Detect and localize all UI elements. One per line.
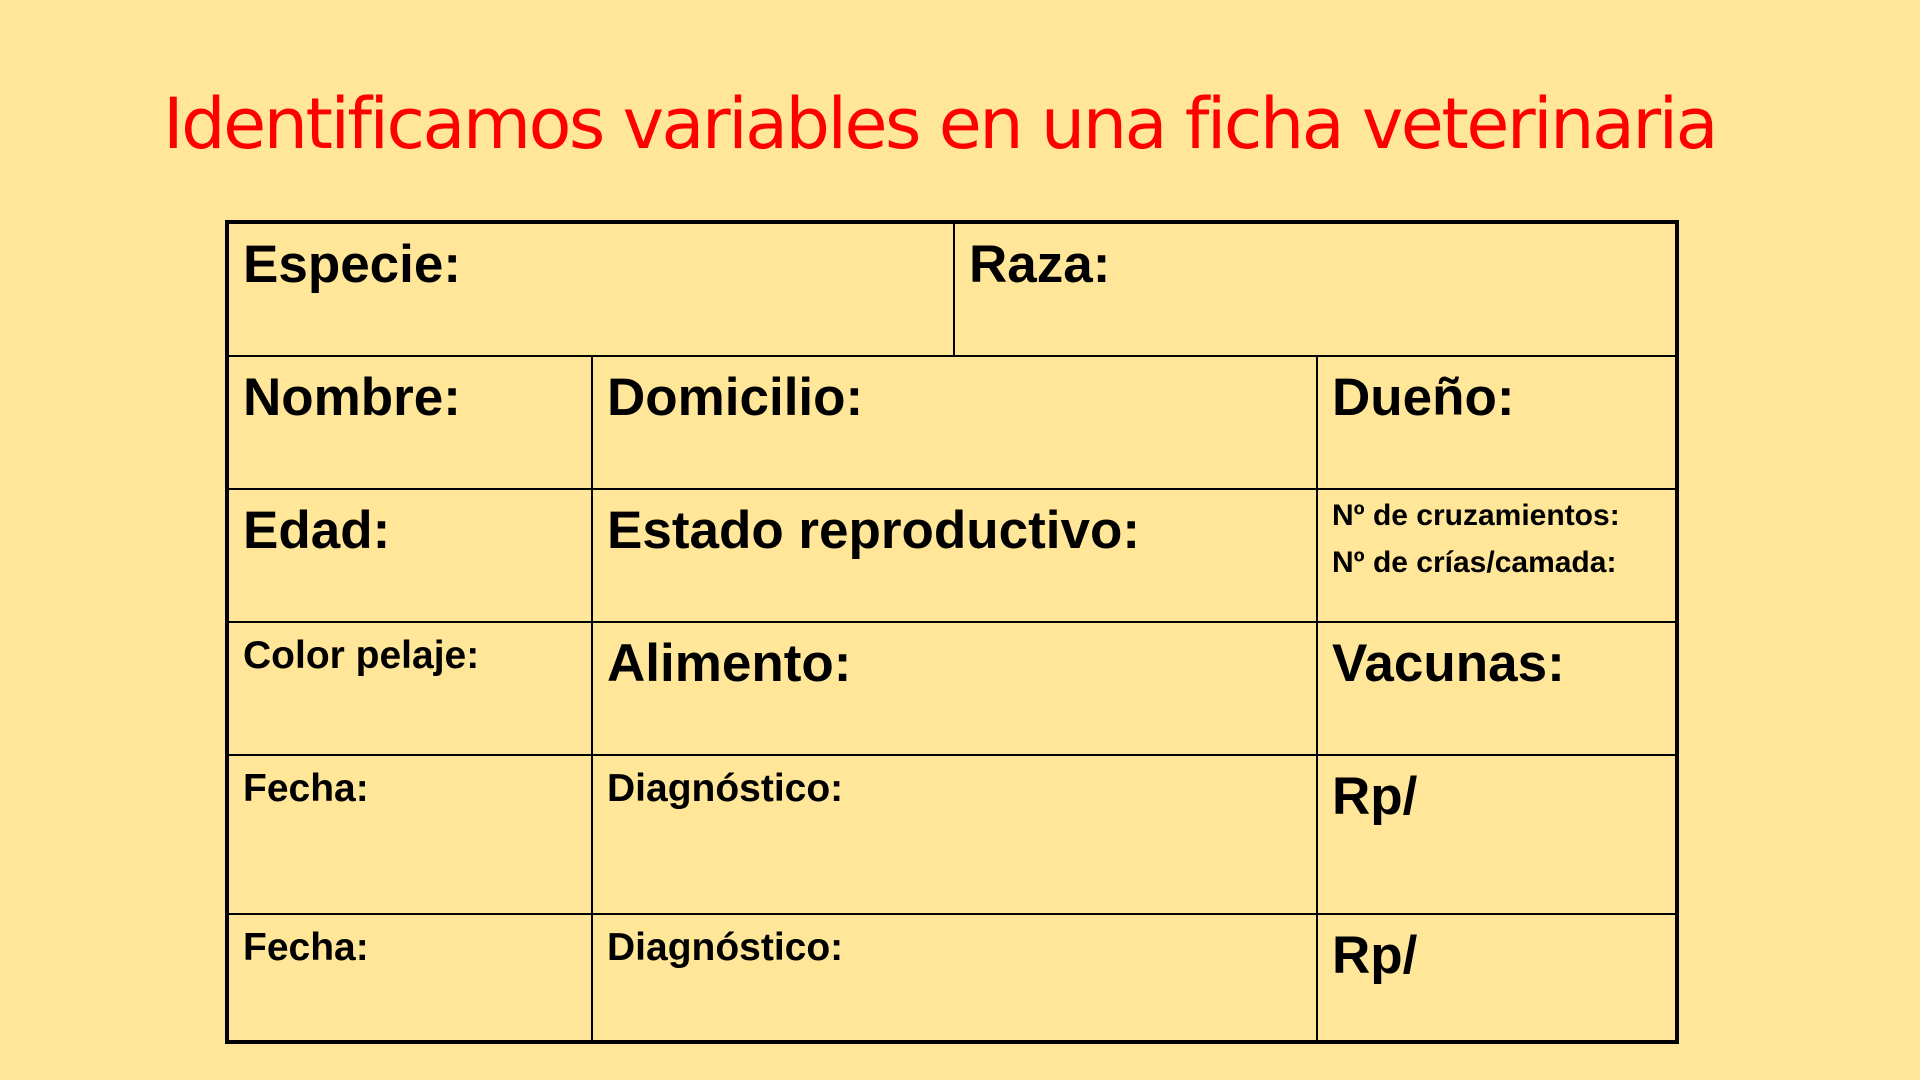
field-vacunas: Vacunas: [1332, 634, 1565, 693]
field-fecha: Fecha: [243, 767, 369, 810]
row-divider [229, 488, 1675, 490]
field-diagnostico: Diagnóstico: [607, 767, 844, 810]
row-divider [229, 621, 1675, 623]
row-divider [229, 355, 1675, 357]
field-nombre: Nombre: [243, 368, 461, 427]
row-divider [229, 754, 1675, 756]
column-divider [591, 355, 593, 1040]
field-alimento: Alimento: [607, 634, 852, 693]
field-fecha: Fecha: [243, 926, 369, 969]
row-divider [229, 913, 1675, 915]
slide-title: Identificamos variables en una ficha veterinaria [163, 83, 1716, 165]
field-rp: Rp/ [1332, 926, 1418, 985]
field-crias-camada: Nº de crías/camada: [1332, 546, 1617, 579]
column-divider [953, 224, 955, 357]
column-divider [1316, 355, 1318, 1040]
field-domicilio: Domicilio: [607, 368, 864, 427]
field-rp: Rp/ [1332, 767, 1418, 826]
field-estado-reproductivo: Estado reproductivo: [607, 501, 1141, 560]
field-raza: Raza: [969, 235, 1111, 294]
vet-record-form [225, 220, 1679, 1044]
field-edad: Edad: [243, 501, 391, 560]
field-especie: Especie: [243, 235, 462, 294]
field-color-pelaje: Color pelaje: [243, 634, 480, 677]
field-dueno: Dueño: [1332, 368, 1515, 427]
field-cruzamientos: Nº de cruzamientos: [1332, 499, 1620, 532]
field-diagnostico: Diagnóstico: [607, 926, 844, 969]
